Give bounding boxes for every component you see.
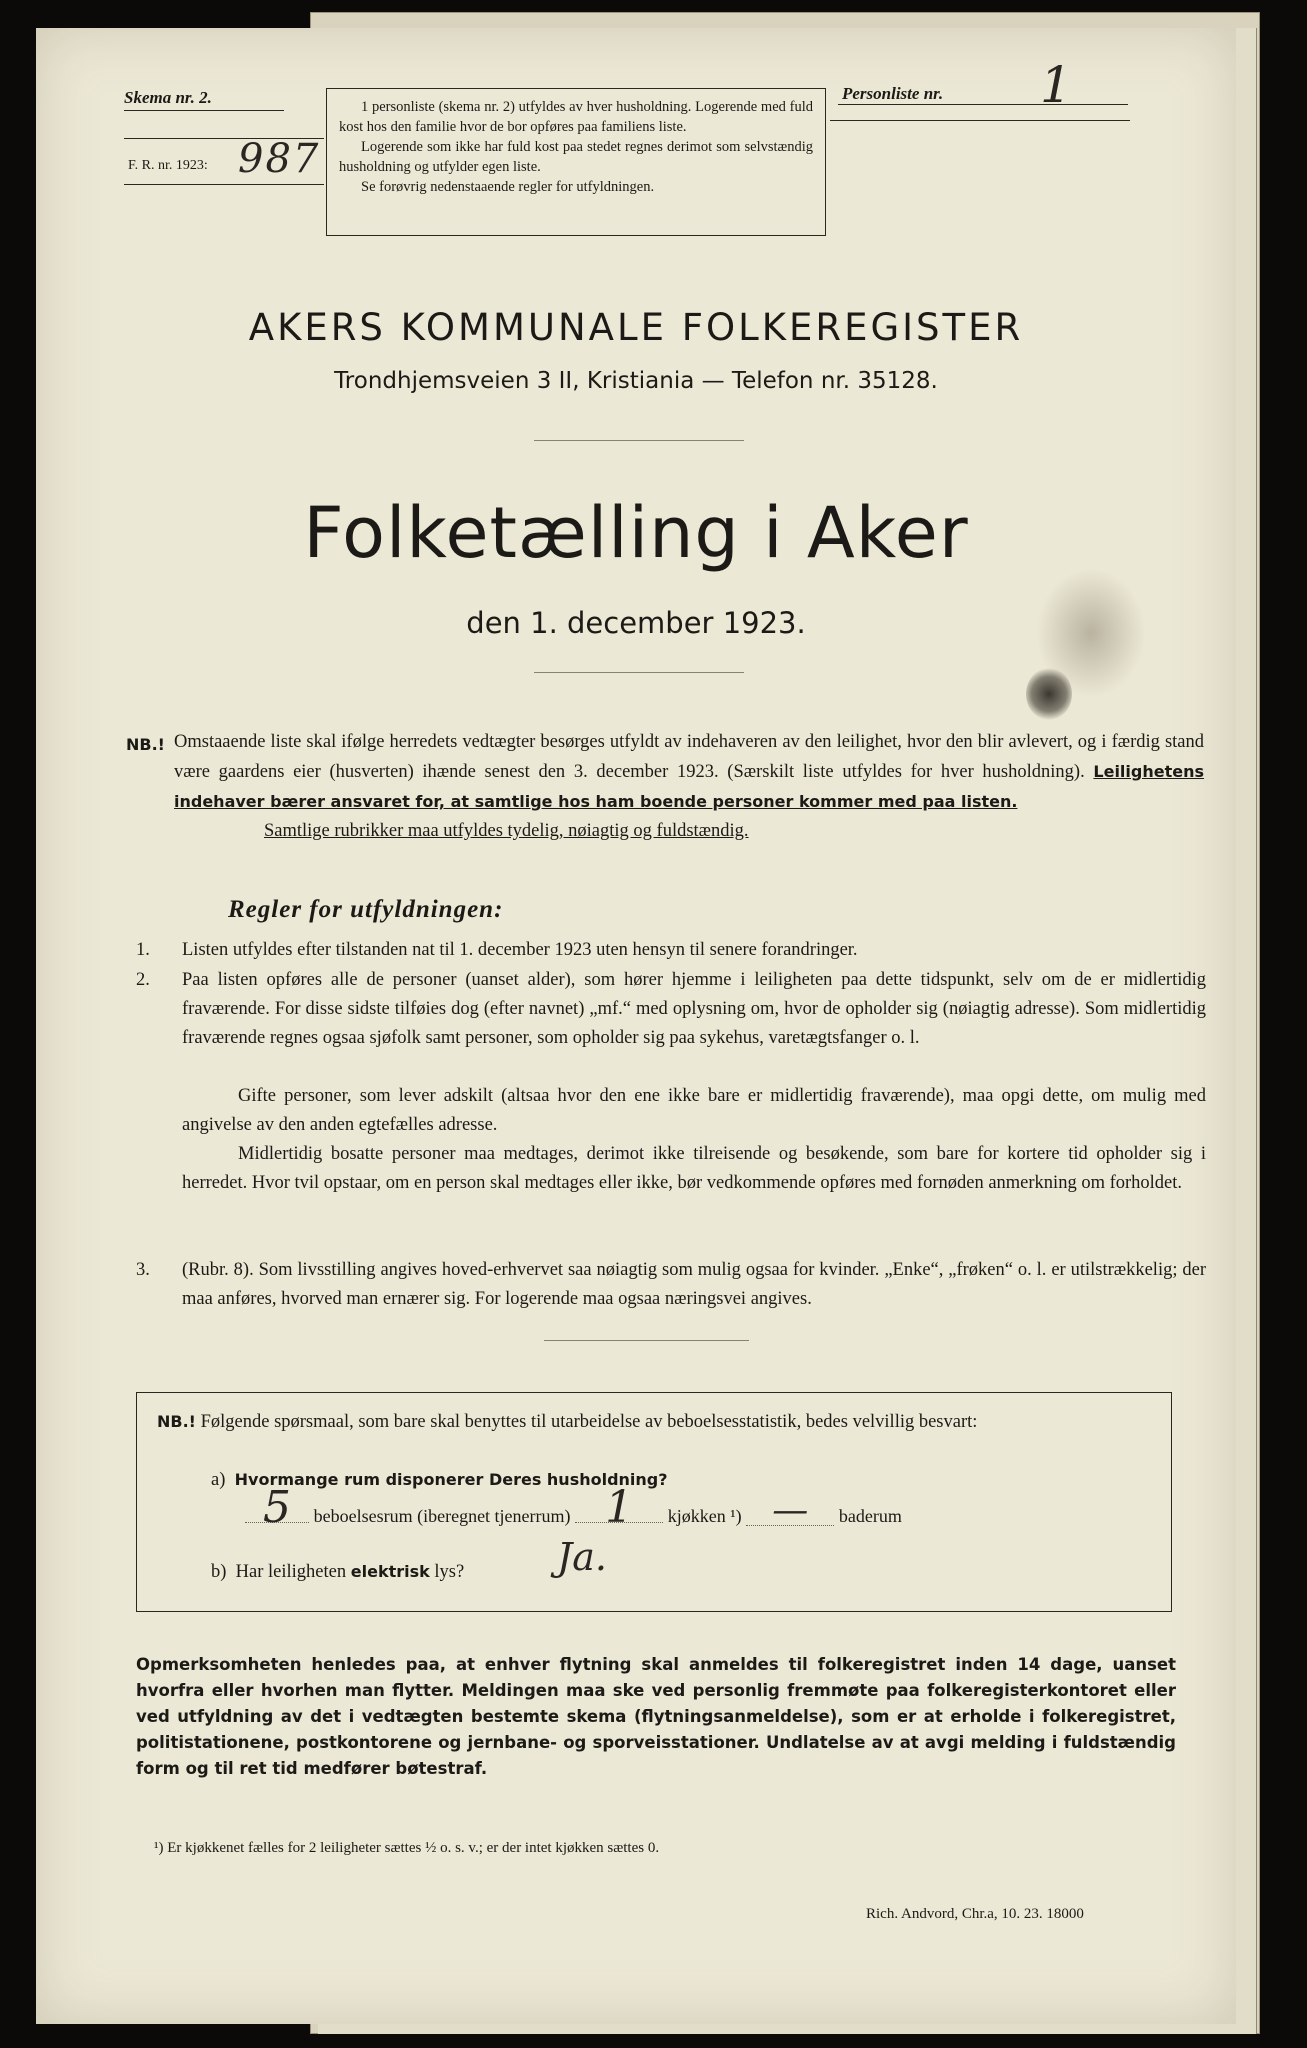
- question-b-answer[interactable]: Ja.: [557, 1535, 607, 1579]
- address-line: Trondhjemsveien 3 II, Kristiania — Telefon nr. 35128.: [334, 368, 938, 394]
- rule-3-text: (Rubr. 8). Som livsstilling angives hoved-erhvervet saa nøiagtig som mulig ogsaa for kvinder. „Enke“, „frøken“ o. l. er utilstrækkelig; der maa anføres, hvorved man ernærer sig. For logerende maa ogsaa næringsvei angives.: [182, 1260, 1206, 1309]
- baderum-value[interactable]: —: [746, 1496, 834, 1526]
- personliste-value: 1: [1040, 56, 1072, 114]
- org-title: AKERS KOMMUNALE FOLKEREGISTER: [248, 306, 1024, 349]
- kjokken-label: kjøkken ¹): [667, 1506, 742, 1526]
- answer-a-row: [245, 1482, 1145, 1533]
- fr-value: 987: [238, 136, 321, 182]
- personliste-rule: [838, 104, 1128, 105]
- rules-title: Regler for utfyldningen:: [228, 896, 504, 923]
- instructions-line-1: 1 personliste (skema nr. 2) utfyldes av hver husholdning. Logerende med fuld kost hos den familie hvor de bor opføres paa familiens liste.: [339, 99, 813, 135]
- beboelsesrum-label: beboelsesrum (iberegnet tjenerrum): [313, 1506, 571, 1526]
- main-title: Folketælling i Aker: [303, 492, 969, 574]
- housing-questions-box: [136, 1392, 1172, 1612]
- housing-intro: [157, 1407, 1147, 1437]
- question-a-text: Hvormange rum disponerer Deres husholdning?: [234, 1470, 668, 1489]
- rules-divider: [544, 1340, 749, 1341]
- question-a-label: a): [211, 1470, 226, 1490]
- question-b-label: b): [211, 1562, 227, 1582]
- question-b-text: Har leiligheten elektrisk lys?: [235, 1562, 465, 1582]
- question-b: [211, 1557, 464, 1587]
- footnote: ¹) Er kjøkkenet fælles for 2 leiligheter sættes ½ o. s. v.; er der intet kjøkken sættes 0.: [154, 1840, 660, 1856]
- title-divider-2: [534, 672, 744, 673]
- fr-rule: [124, 184, 324, 185]
- date-line: den 1. december 1923.: [466, 606, 806, 640]
- nb-text-a: Omstaaende liste skal ifølge herredets vedtægter besørges utfyldt av indehaveren av den leilighet, hvor den blir avlevert, og i færdig stand være gaardens eier (husverten) ihænde senest den 3. december 1923. (Særskilt liste utfyldes for hver husholdning).: [174, 732, 1204, 782]
- rule-2-text-b: Gifte personer, som lever adskilt (altsaa hvor den ene ikke bare er midlertidig fraværende), maa opgi dette, om mulig med angivelse av den anden egtefælles adresse.: [182, 1086, 1206, 1135]
- baderum-label: baderum: [838, 1506, 902, 1526]
- printer-imprint: Rich. Andvord, Chr.a, 10. 23. 18000: [866, 1906, 1084, 1922]
- nb-text-b: Leilighetens indehaver bærer ansvaret for, at samtlige hos ham boende personer kommer med paa listen.: [174, 762, 1204, 811]
- fr-label: F. R. nr. 1923:: [128, 158, 208, 173]
- title-divider-1: [534, 440, 744, 441]
- personliste-label: Personliste nr.: [842, 84, 944, 103]
- rule-2-text-c: Midlertidig bosatte personer maa medtages, derimot ikke tilreisende og besøkende, som bare for kortere tid opholder sig i herredet. Hvor tvil opstaar, om en person skal medtages eller ikke, bør vedkommende opføres med fornøden anmerkning om forholdet.: [182, 1144, 1206, 1193]
- beboelsesrum-value[interactable]: 5: [245, 1493, 309, 1523]
- instructions-box: [326, 88, 826, 236]
- kjokken-value[interactable]: 1: [575, 1493, 663, 1523]
- nb2-intro: Følgende spørsmaal, som bare skal benyttes til utarbeidelse av beboelsesstatistik, bedes velvillig besvart:: [200, 1412, 978, 1432]
- nb-label: NB.!: [126, 735, 165, 754]
- rule-3-num: 3.: [136, 1260, 150, 1280]
- instructions-line-2: Logerende som ikke har fuld kost paa stedet regnes derimot som selvstændig husholdning og utfylder egen liste.: [339, 139, 813, 175]
- rule-1-text: Listen utfyldes efter tilstanden nat til 1. december 1923 uten hensyn til senere forandringer.: [182, 940, 858, 960]
- skema-rule: [124, 110, 284, 111]
- instructions-line-3: Se forøvrig nedenstaaende regler for utfyldningen.: [361, 179, 655, 195]
- nb-text-c: Samtlige rubrikker maa utfyldes tydelig, nøiagtig og fuldstændig.: [264, 821, 749, 841]
- skema-label: Skema nr. 2.: [124, 88, 212, 107]
- nb2-label: NB.!: [157, 1412, 196, 1431]
- census-form-page: [36, 28, 1236, 2024]
- personliste-rule-2: [830, 120, 1130, 121]
- rule-2-num: 2.: [136, 970, 150, 990]
- smudge: [1036, 568, 1146, 698]
- moving-notice: Opmerksomheten henledes paa, at enhver flytning skal anmeldes til folkeregistret inden 14 dage, uanset hvorfra eller hvorhen man flytter. Meldingen maa ske ved personlig fremmøte paa folkeregisterkontoret eller ved utfyldning av det i vedtægten bestemte skema (flytningsanmeldelse), som er at erholde i folkeregistret, politistationene, postkontorene og jernbane- og sporveisstationer. Undlatelse av at avgi melding i fuldstændig form og til ret tid medfører bøtestraf.: [136, 1655, 1176, 1778]
- rule-2-text-a: Paa listen opføres alle de personer (uanset alder), som hører hjemme i leiligheten paa dette tidspunkt, selv om de er midlertidig fraværende. For disse sidste tilføies dog (efter navnet) „mf.“ med oplysning om, hvor de opholder sig (nøiagtig adresse). Som midlertidig fraværende regnes ogsaa sjøfolk samt personer, som opholder sig paa sykehus, varetægtsfanger o. l.: [182, 970, 1206, 1048]
- rule-1-num: 1.: [136, 940, 150, 960]
